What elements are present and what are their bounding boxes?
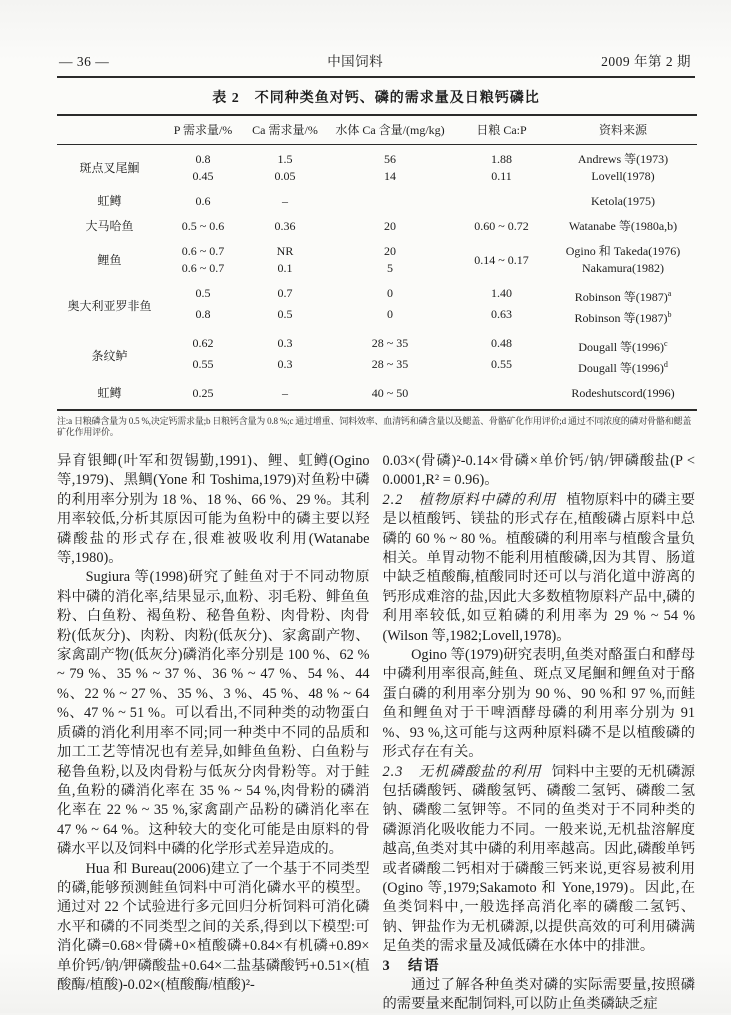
table-cell: 0.55: [491, 357, 512, 371]
table-cell: 0.25: [192, 386, 214, 400]
header-rule: [57, 76, 695, 78]
paragraph: [383, 763, 696, 957]
table-cell: 0.5: [277, 307, 293, 321]
species-cell: 鲤鱼: [97, 252, 122, 267]
table-cell: 0.1: [277, 261, 293, 275]
paragraph: 通过了解各种鱼类对磷的实际需要量,按照磷的需要量来配制饲料,可以防止鱼类磷缺乏症: [382, 976, 695, 1013]
source-sup: c: [664, 339, 668, 348]
table-cell: 0.5: [195, 286, 211, 300]
table-row: [57, 377, 697, 410]
table-cell: [549, 306, 697, 327]
table-cell: Rodeshutscord(1996): [571, 386, 675, 400]
table-row: [57, 235, 697, 260]
table-cell: Andrews 等(1973): [577, 152, 669, 166]
table-row: [57, 145, 697, 169]
page-number: — 36 —: [59, 54, 110, 69]
table-cell: Ketola(1975): [591, 194, 655, 208]
species-cell: 奥大利亚罗非鱼: [67, 298, 152, 313]
table-cell: 40 ~ 50: [371, 386, 409, 400]
source-sup: d: [663, 360, 668, 369]
column-header-p: P 需求量/%: [162, 115, 244, 145]
paragraph: 异育银鲫(叶军和贺锡勤,1991)、鲤、虹鳟(Ogino 等,1979)、黑鲷(Yone 和 Toshima,1979)对鱼粉中磷的利用率分别为 18 %、18 %、66 %、29 %。其利用率较低,分析其原因可能为鱼粉中的磷主要以羟磷酸盐的形式存在,很难被吸收利用(Watanabe 等,1980)。: [57, 453, 370, 567]
left-column: [57, 452, 370, 1015]
source-text: Dougall 等(1996): [578, 361, 664, 375]
table-cell: 0.5 ~ 0.6: [181, 219, 225, 233]
column-header-ratio: 日粮 Ca:P: [454, 115, 549, 145]
table-row: [57, 210, 697, 235]
table-cell: Lovell(1978): [591, 169, 655, 183]
table-cell: [326, 185, 454, 210]
issue-info: 2009 年第 2 期: [601, 54, 691, 69]
section-heading: 2.3 无机磷酸盐的利用: [382, 763, 542, 780]
table-cell: Ogino 和 Takeda(1976): [565, 244, 681, 258]
table-cell: [454, 377, 549, 410]
table-cell: 1.5: [277, 152, 293, 166]
table-cell: 5: [387, 261, 393, 275]
table-cell: 0.14 ~ 0.17: [474, 252, 529, 267]
source-text: Robinson 等(1987): [574, 290, 668, 304]
requirements-table: [57, 114, 697, 411]
table-cell: 1.40: [491, 286, 512, 300]
source-sup: b: [667, 310, 672, 319]
table-cell: 14: [384, 169, 396, 183]
column-header-source: 资料来源: [549, 115, 697, 145]
running-head: [57, 50, 695, 76]
column-header-water-ca: 水体 Ca 含量/(mg/kg): [326, 115, 454, 145]
table-cell: Nakamura(1982): [582, 261, 664, 275]
source-text: Dougall 等(1996): [578, 340, 665, 354]
source-sup: a: [667, 289, 672, 298]
table-cell: [454, 185, 549, 210]
species-cell: 斑点叉尾鮰: [79, 160, 140, 175]
table-note: 注:a 日粮磷含量为 0.5 %,决定钙需求量;b 日粮钙含量为 0.8 %;c 通过增重、饲料效率、血清钙和磷含量以及鳃盖、骨骼矿化作用评价;d 通过不同浓度的磷对骨骼和鳃盖矿化作用评价。: [57, 416, 692, 437]
table-cell: NR: [276, 244, 294, 258]
species-cell: 虹鳟: [97, 194, 122, 208]
table-cell: –: [282, 386, 288, 400]
table-cell: 0.55: [192, 357, 214, 371]
paragraph: Sugiura 等(1998)研究了鲑鱼对于不同动物原料中磷的消化率,结果显示,血粉、羽毛粉、鲱鱼鱼粉、白鱼粉、褐鱼粉、秘鲁鱼粉、肉骨粉、肉骨粉(低灰分)、肉粉、肉粉(低灰分)、家禽副产物、家禽副产物(低灰分)磷消化率分别是 100 %、62 % ~ 79 %、35 % ~ 37 %、36 % ~ 47 %、54 %、44 %、22 % ~ 27 %、35 %、3 %、45 %、48 % ~ 64 %、47 % ~ 51 %。可以看出,不同种类的动物蛋白质磷的消化利用率不同;同一种类中不同的品质和加工工艺等情况也有差异,如鲱鱼鱼粉、白鱼粉与秘鲁鱼粉,以及肉骨粉与低灰分肉骨粉等。对于鲑鱼,鱼粉的磷消化率在 35 % ~ 54 %,肉骨粉的磷消化率在 22 % ~ 35 %,家禽副产品粉的磷消化率在 47 % ~ 64 %。这种较大的变化可能是由原料的骨磷水平以及饲料中磷的化学形式差异造成的。: [57, 569, 370, 858]
paragraph: 0.03×(骨磷)²-0.14×骨磷×单价钙/钠/钾磷酸盐(P < 0.0001,R² = 0.96)。: [382, 453, 695, 489]
table-cell: 56: [384, 152, 396, 166]
paragraph: Hua 和 Bureau(2006)建立了一个基于不同类型的磷,能够预测鲑鱼饲料中可消化磷水平的模型。通过对 22 个试验进行多元回归分析饲料可消化磷水平和磷的不同类型之间的关系,得到以下模型:可消化磷=0.68×骨磷+0×植酸磷+0.84×有机磷+0.89×单价钙/钠/钾磷酸盐+0.64×二盐基磷酸钙+0.51×(植酸酶/植酸)-0.02×(植酸酶/植酸)²-: [57, 860, 370, 993]
table-cell: 0.3: [277, 357, 293, 371]
table-cell: 28 ~ 35: [371, 336, 409, 350]
species-cell: 大马哈鱼: [85, 219, 134, 233]
right-column: [383, 452, 696, 1015]
table-header-row: [57, 115, 697, 145]
source-text: Robinson 等(1987): [574, 311, 668, 325]
species-cell: 条纹鲈: [91, 348, 128, 363]
table-cell: 20: [384, 244, 396, 258]
table-cell: 0.60 ~ 0.72: [474, 219, 529, 233]
body-columns: [57, 452, 695, 1015]
table-cell: 0.05: [274, 169, 296, 183]
table-cell: 0.8: [195, 152, 211, 166]
paragraph: Ogino 等(1979)研究表明,鱼类对酪蛋白和酵母中磷利用率很高,鲑鱼、斑点叉尾鮰和鲤鱼对于酪蛋白磷的利用率分别为 90 %、90 %和 97 %,而鲑鱼和鲤鱼对于干啤酒酵母磷的利用率分别为 91 %、93 %,这可能与这两种原料磷不是以植酸磷的形式存在有关。: [382, 647, 695, 761]
table-cell: 0.11: [491, 169, 512, 183]
table-cell: 0.8: [195, 307, 211, 321]
section-heading: 2.2 植物原料中磷的利用: [382, 491, 557, 508]
table-cell: 0.6 ~ 0.7: [181, 261, 225, 275]
paragraph-text: 植物原料中的磷主要是以植酸钙、镁盐的形式存在,植酸磷占原料中总磷的 60 % ~ 80 %。植酸磷的利用率与植酸含量负相关。单胃动物不能利用植酸磷,因为其胃、肠道中缺乏植酸酶,植酸同时还可以与消化道中游离的钙形成难溶的盐,因此大多数植物原料产品中,磷的利用率较低,如豆粕磷的利用率为 29 % ~ 54 %(Wilson 等,1982;Lovell,1978)。: [382, 491, 696, 644]
table-cell: 1.88: [491, 152, 512, 166]
table-row: [57, 277, 697, 306]
table-cell: [549, 277, 697, 306]
table-cell: 0.48: [491, 336, 512, 350]
table-cell: 0.63: [491, 307, 512, 321]
table-cell: 0.62: [192, 336, 214, 350]
table-cell: 0.45: [192, 169, 214, 183]
table-cell: 0.6: [195, 194, 211, 208]
table-cell: [549, 356, 697, 377]
table-cell: [549, 327, 697, 356]
table-cell: 0: [387, 286, 393, 300]
species-cell: 虹鳟: [97, 386, 122, 400]
table-cell: 0: [387, 307, 393, 321]
table-row: [57, 185, 697, 210]
column-header-species: [57, 115, 162, 145]
table-cell: 0.7: [277, 286, 293, 300]
paragraph: [383, 491, 696, 646]
paragraph-text: 饲料中主要的无机磷源包括磷酸钙、磷酸氢钙、磷酸二氢钙、磷酸二氢钠、磷酸二氢钾等。不同的鱼类对于不同种类的磷源消化吸收能力不同。一般来说,无机盐溶解度越高,鱼类对其中磷的利用率越高。因此,磷酸单钙或者磷酸二钙相对于磷酸三钙来说,更容易被利用 (Ogino 等,1979;Sakamoto 和 Yone,1979)。因此,在鱼类饲料中,一般选择高消化率的磷酸二氢钙、钠、钾盐作为无机磷源,以提供高效的可利用磷满足鱼类的需求量及减低磷在水体中的排泄。: [382, 763, 695, 955]
table-cell: Watanabe 等(1980a,b): [568, 219, 678, 233]
table-cell: 0.36: [274, 219, 296, 233]
journal-title: 中国饲料: [327, 54, 384, 69]
table-cell: 28 ~ 35: [371, 357, 409, 371]
table-cell: 0.6 ~ 0.7: [181, 244, 225, 258]
table-row: [57, 327, 697, 356]
table-title: 表 2 不同种类鱼对钙、磷的需求量及日粮钙磷比: [212, 91, 540, 106]
conclusion-heading: 3 结语: [382, 957, 441, 974]
table-cell: 20: [384, 219, 396, 233]
table-cell: –: [282, 194, 288, 208]
table-cell: 0.3: [277, 336, 293, 350]
column-header-ca: Ca 需求量/%: [244, 115, 326, 145]
